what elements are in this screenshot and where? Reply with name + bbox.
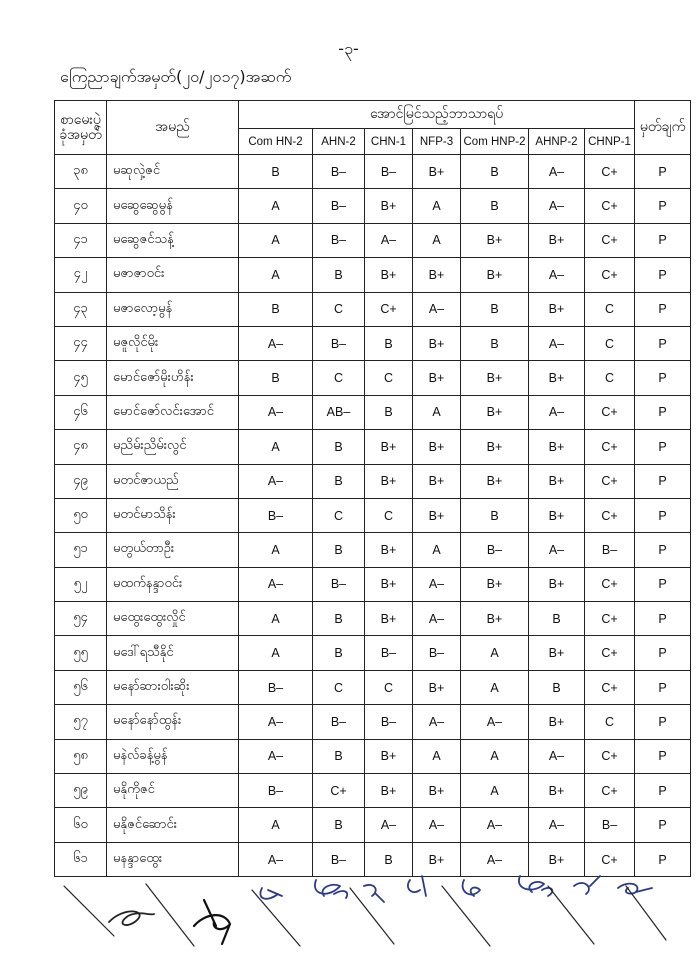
table-row: [55, 395, 691, 429]
grade-cell: A: [413, 189, 461, 223]
roll-number-cell: ၄၅: [55, 361, 107, 395]
student-name-cell: မဇူလိုင်မိုး: [107, 326, 239, 360]
remark-cell: P: [635, 430, 691, 464]
header-subject: CHN-1: [365, 129, 413, 155]
grade-cell: B: [529, 602, 585, 636]
table-row: [55, 189, 691, 223]
grade-cell: B–: [313, 155, 365, 189]
remark-cell: P: [635, 223, 691, 257]
grade-cell: B+: [365, 533, 413, 567]
grade-cell: A–: [413, 567, 461, 601]
grade-cell: B+: [529, 361, 585, 395]
grade-cell: A–: [239, 567, 313, 601]
grade-cell: A–: [529, 739, 585, 773]
grade-cell: B+: [461, 223, 529, 257]
remark-cell: P: [635, 705, 691, 739]
grade-cell: B: [239, 292, 313, 326]
remark-cell: P: [635, 326, 691, 360]
grade-cell: A: [413, 223, 461, 257]
roll-number-cell: ၄၆: [55, 395, 107, 429]
grade-cell: B+: [413, 430, 461, 464]
grade-cell: A: [239, 189, 313, 223]
grade-cell: C+: [585, 670, 635, 704]
grade-cell: A: [461, 670, 529, 704]
grade-cell: B: [529, 670, 585, 704]
grade-cell: C+: [585, 498, 635, 532]
table-row: [55, 670, 691, 704]
grade-cell: AB–: [313, 395, 365, 429]
roll-number-cell: ၆၀: [55, 808, 107, 842]
table-row: [55, 774, 691, 808]
grade-cell: C+: [585, 223, 635, 257]
header-remark: မှတ်ချက်: [635, 101, 691, 155]
grade-cell: A–: [365, 223, 413, 257]
remark-cell: P: [635, 567, 691, 601]
grade-cell: A–: [413, 705, 461, 739]
roll-number-cell: ၄၈: [55, 430, 107, 464]
table-row: [55, 636, 691, 670]
grade-cell: C: [585, 705, 635, 739]
grade-cell: B+: [413, 842, 461, 876]
grade-cell: B+: [365, 774, 413, 808]
grade-cell: B+: [529, 464, 585, 498]
grade-cell: B: [313, 636, 365, 670]
student-name-cell: မနော်နော်ထွန်း: [107, 705, 239, 739]
grade-cell: B–: [313, 705, 365, 739]
grade-cell: C: [365, 670, 413, 704]
student-name-cell: မဇာဇာဝင်း: [107, 258, 239, 292]
grade-cell: B+: [365, 430, 413, 464]
grade-cell: C: [313, 361, 365, 395]
grade-cell: B: [461, 189, 529, 223]
grade-cell: B–: [313, 189, 365, 223]
roll-number-cell: ၅၆: [55, 670, 107, 704]
results-table-body: [55, 155, 691, 877]
grade-cell: B+: [365, 464, 413, 498]
grade-cell: B+: [413, 326, 461, 360]
grade-cell: B+: [461, 567, 529, 601]
grade-cell: B+: [413, 670, 461, 704]
grade-cell: B+: [461, 395, 529, 429]
grade-cell: B–: [365, 636, 413, 670]
table-row: [55, 602, 691, 636]
grade-cell: B–: [313, 326, 365, 360]
table-row: [55, 464, 691, 498]
roll-number-cell: ၅၀: [55, 498, 107, 532]
roll-number-cell: ၄၁: [55, 223, 107, 257]
remark-cell: P: [635, 395, 691, 429]
grade-cell: B: [313, 258, 365, 292]
grade-cell: C+: [585, 430, 635, 464]
remark-cell: P: [635, 292, 691, 326]
grade-cell: B+: [365, 567, 413, 601]
grade-cell: A: [239, 533, 313, 567]
grade-cell: C+: [585, 155, 635, 189]
signature-stroke: [626, 886, 666, 940]
grade-cell: A–: [413, 602, 461, 636]
grade-cell: A–: [461, 705, 529, 739]
grade-cell: C+: [585, 567, 635, 601]
remark-cell: P: [635, 602, 691, 636]
signature-stroke: [408, 876, 426, 896]
student-name-cell: မနော်ဆားဝါးဆိုး: [107, 670, 239, 704]
grade-cell: A–: [365, 808, 413, 842]
document-title: ကြေညာချက်အမှတ်(၂၀/၂၀၁၇)အဆက်: [60, 67, 292, 86]
grade-cell: B+: [529, 636, 585, 670]
grade-cell: B–: [365, 705, 413, 739]
grade-cell: B+: [413, 155, 461, 189]
signature-stroke: [252, 890, 300, 946]
grade-cell: B–: [239, 670, 313, 704]
grade-cell: B: [461, 326, 529, 360]
grade-cell: B: [239, 155, 313, 189]
grade-cell: B–: [239, 774, 313, 808]
grade-cell: C+: [585, 395, 635, 429]
remark-cell: P: [635, 842, 691, 876]
grade-cell: C+: [585, 636, 635, 670]
roll-number-cell: ၆၁: [55, 842, 107, 876]
grade-cell: A–: [239, 395, 313, 429]
student-name-cell: မထွေးထွေးလှိုင်: [107, 602, 239, 636]
grade-cell: B+: [365, 739, 413, 773]
student-name-cell: မထက်နန္ဒာဝင်း: [107, 567, 239, 601]
grade-cell: A–: [461, 808, 529, 842]
grade-cell: B–: [585, 808, 635, 842]
table-row: [55, 223, 691, 257]
grade-cell: B+: [413, 774, 461, 808]
roll-number-cell: ၄၉: [55, 464, 107, 498]
header-subject: AHNP-2: [529, 129, 585, 155]
table-row: [55, 155, 691, 189]
grade-cell: A–: [413, 292, 461, 326]
grade-cell: B+: [461, 430, 529, 464]
grade-cell: C+: [585, 774, 635, 808]
grade-cell: A–: [529, 533, 585, 567]
signature-stroke: [548, 886, 594, 944]
grade-cell: C+: [585, 258, 635, 292]
grade-cell: A: [239, 430, 313, 464]
header-subject: NFP-3: [413, 129, 461, 155]
student-name-cell: မနန္ဒာထွေး: [107, 842, 239, 876]
grade-cell: C: [585, 326, 635, 360]
grade-cell: B: [313, 533, 365, 567]
remark-cell: P: [635, 636, 691, 670]
header-subjects-group: အောင်မြင်သည့်ဘာသာရပ်: [239, 101, 635, 129]
header-name: အမည်: [107, 101, 239, 155]
grade-cell: A: [239, 258, 313, 292]
student-name-cell: မတွယ်တာဦး: [107, 533, 239, 567]
student-name-cell: မဆွေဆွေမွန်: [107, 189, 239, 223]
grade-cell: A–: [529, 258, 585, 292]
student-name-cell: မနဲလ်ခန့်မွန်: [107, 739, 239, 773]
grade-cell: C+: [313, 774, 365, 808]
grade-cell: B+: [461, 258, 529, 292]
table-row: [55, 430, 691, 464]
roll-number-cell: ၄၄: [55, 326, 107, 360]
grade-cell: C+: [585, 189, 635, 223]
grade-cell: C: [365, 361, 413, 395]
roll-number-cell: ၅၈: [55, 739, 107, 773]
table-row: [55, 533, 691, 567]
grade-cell: B+: [365, 258, 413, 292]
roll-number-cell: ၄၂: [55, 258, 107, 292]
grade-cell: C+: [365, 292, 413, 326]
remark-cell: P: [635, 498, 691, 532]
grade-cell: B: [461, 498, 529, 532]
grade-cell: B+: [461, 361, 529, 395]
signature-block: [54, 866, 668, 952]
remark-cell: P: [635, 258, 691, 292]
grade-cell: C: [365, 498, 413, 532]
student-name-cell: မတင်မာသိန်း: [107, 498, 239, 532]
grade-cell: C: [313, 670, 365, 704]
roll-number-cell: ၃၈: [55, 155, 107, 189]
grade-cell: B+: [529, 223, 585, 257]
signature-stroke: [315, 880, 347, 898]
roll-number-cell: ၅၇: [55, 705, 107, 739]
grade-cell: A–: [529, 189, 585, 223]
grade-cell: A: [461, 739, 529, 773]
grade-cell: A: [461, 636, 529, 670]
grade-cell: C+: [585, 602, 635, 636]
student-name-cell: မောင်ဇော်မိုးဟိန်း: [107, 361, 239, 395]
signature-stroke: [109, 911, 154, 925]
grade-cell: A: [239, 636, 313, 670]
grade-cell: A–: [239, 326, 313, 360]
grade-cell: B–: [313, 567, 365, 601]
remark-cell: P: [635, 533, 691, 567]
grade-cell: B: [313, 739, 365, 773]
grade-cell: B+: [413, 361, 461, 395]
grade-cell: B: [313, 602, 365, 636]
header-subject: Com HNP-2: [461, 129, 529, 155]
grade-cell: A–: [239, 464, 313, 498]
remark-cell: P: [635, 739, 691, 773]
grade-cell: A: [239, 808, 313, 842]
signatures-image: [54, 866, 668, 952]
grade-cell: B+: [529, 842, 585, 876]
table-row: [55, 258, 691, 292]
grade-cell: A–: [529, 326, 585, 360]
grade-cell: B: [239, 361, 313, 395]
remark-cell: P: [635, 189, 691, 223]
signature-stroke: [194, 900, 230, 944]
grade-cell: B+: [365, 602, 413, 636]
roll-number-cell: ၅၅: [55, 636, 107, 670]
roll-number-cell: ၅၄: [55, 602, 107, 636]
grade-cell: B+: [529, 774, 585, 808]
grade-cell: B+: [461, 464, 529, 498]
student-name-cell: မဆွေဇင်သန့်: [107, 223, 239, 257]
grade-cell: C: [313, 292, 365, 326]
grade-cell: B: [365, 842, 413, 876]
roll-number-cell: ၅၁: [55, 533, 107, 567]
grade-cell: A: [413, 739, 461, 773]
grade-cell: B+: [413, 464, 461, 498]
grade-cell: B–: [365, 155, 413, 189]
grade-cell: B+: [529, 705, 585, 739]
grade-cell: C+: [585, 464, 635, 498]
grade-cell: B+: [529, 292, 585, 326]
remark-cell: P: [635, 808, 691, 842]
grade-cell: B+: [461, 602, 529, 636]
student-name-cell: မောင်ဇော်လင်းအောင်: [107, 395, 239, 429]
grade-cell: A: [239, 602, 313, 636]
grade-cell: B: [365, 326, 413, 360]
signature-stroke: [519, 876, 552, 896]
grade-cell: A–: [239, 705, 313, 739]
grade-cell: A: [461, 774, 529, 808]
roll-number-cell: ၄၀: [55, 189, 107, 223]
table-row: [55, 326, 691, 360]
grade-cell: A: [413, 395, 461, 429]
grade-cell: C+: [585, 739, 635, 773]
grade-cell: A: [239, 223, 313, 257]
table-row: [55, 705, 691, 739]
grade-cell: B–: [239, 498, 313, 532]
grade-cell: B+: [413, 498, 461, 532]
grade-cell: B: [461, 292, 529, 326]
table-row: [55, 567, 691, 601]
student-name-cell: မဒေါ်ရသီနိုင်: [107, 636, 239, 670]
header-subject: Com HN-2: [239, 129, 313, 155]
grade-cell: B–: [313, 223, 365, 257]
header-subject: CHNP-1: [585, 129, 635, 155]
grade-cell: A–: [239, 739, 313, 773]
remark-cell: P: [635, 361, 691, 395]
signature-stroke: [463, 880, 480, 896]
grade-cell: B: [461, 155, 529, 189]
grade-cell: C: [585, 292, 635, 326]
signature-stroke: [442, 886, 490, 946]
grade-cell: A–: [529, 808, 585, 842]
grade-cell: B: [313, 808, 365, 842]
header-roll-number: စာမေးပွဲ ခုံအမှတ်: [55, 101, 107, 155]
header-subject: AHN-2: [313, 129, 365, 155]
student-name-cell: မဆုလှဲ့ဇင်: [107, 155, 239, 189]
table-row: [55, 292, 691, 326]
student-name-cell: မနိုကိုဇင်: [107, 774, 239, 808]
remark-cell: P: [635, 774, 691, 808]
grade-cell: A: [413, 533, 461, 567]
grade-cell: B–: [413, 636, 461, 670]
roll-number-cell: ၅၂: [55, 567, 107, 601]
signature-stroke: [364, 885, 384, 902]
grade-cell: B+: [365, 189, 413, 223]
grade-cell: B–: [585, 533, 635, 567]
grade-cell: C: [313, 498, 365, 532]
grade-cell: A–: [461, 842, 529, 876]
grade-cell: A–: [413, 808, 461, 842]
student-name-cell: မညိမ်းညိမ်းလွင်: [107, 430, 239, 464]
signature-stroke: [64, 886, 114, 936]
grade-cell: C: [585, 361, 635, 395]
grade-cell: B: [313, 464, 365, 498]
grade-cell: C+: [585, 842, 635, 876]
grade-cell: B+: [413, 258, 461, 292]
student-name-cell: မဇာလော့မွန်: [107, 292, 239, 326]
remark-cell: P: [635, 670, 691, 704]
grade-cell: B+: [529, 430, 585, 464]
table-row: [55, 808, 691, 842]
grade-cell: B–: [461, 533, 529, 567]
signature-stroke: [260, 888, 282, 899]
table-row: [55, 739, 691, 773]
signature-stroke: [618, 884, 652, 894]
remark-cell: P: [635, 464, 691, 498]
grade-cell: A–: [529, 395, 585, 429]
grade-cell: A–: [529, 155, 585, 189]
grade-cell: B+: [529, 567, 585, 601]
grade-cell: B: [313, 430, 365, 464]
page-number: -၃-: [338, 39, 359, 58]
table-row: [55, 361, 691, 395]
grade-cell: B–: [313, 842, 365, 876]
grade-cell: A–: [239, 842, 313, 876]
table-row: [55, 498, 691, 532]
grade-cell: B+: [529, 498, 585, 532]
roll-number-cell: ၄၃: [55, 292, 107, 326]
results-table: [54, 100, 691, 877]
remark-cell: P: [635, 155, 691, 189]
signature-stroke: [574, 876, 600, 894]
roll-number-cell: ၅၉: [55, 774, 107, 808]
grade-cell: B: [365, 395, 413, 429]
student-name-cell: မနိုဇင်ဆောင်း: [107, 808, 239, 842]
student-name-cell: မတင်ဇာယည်: [107, 464, 239, 498]
